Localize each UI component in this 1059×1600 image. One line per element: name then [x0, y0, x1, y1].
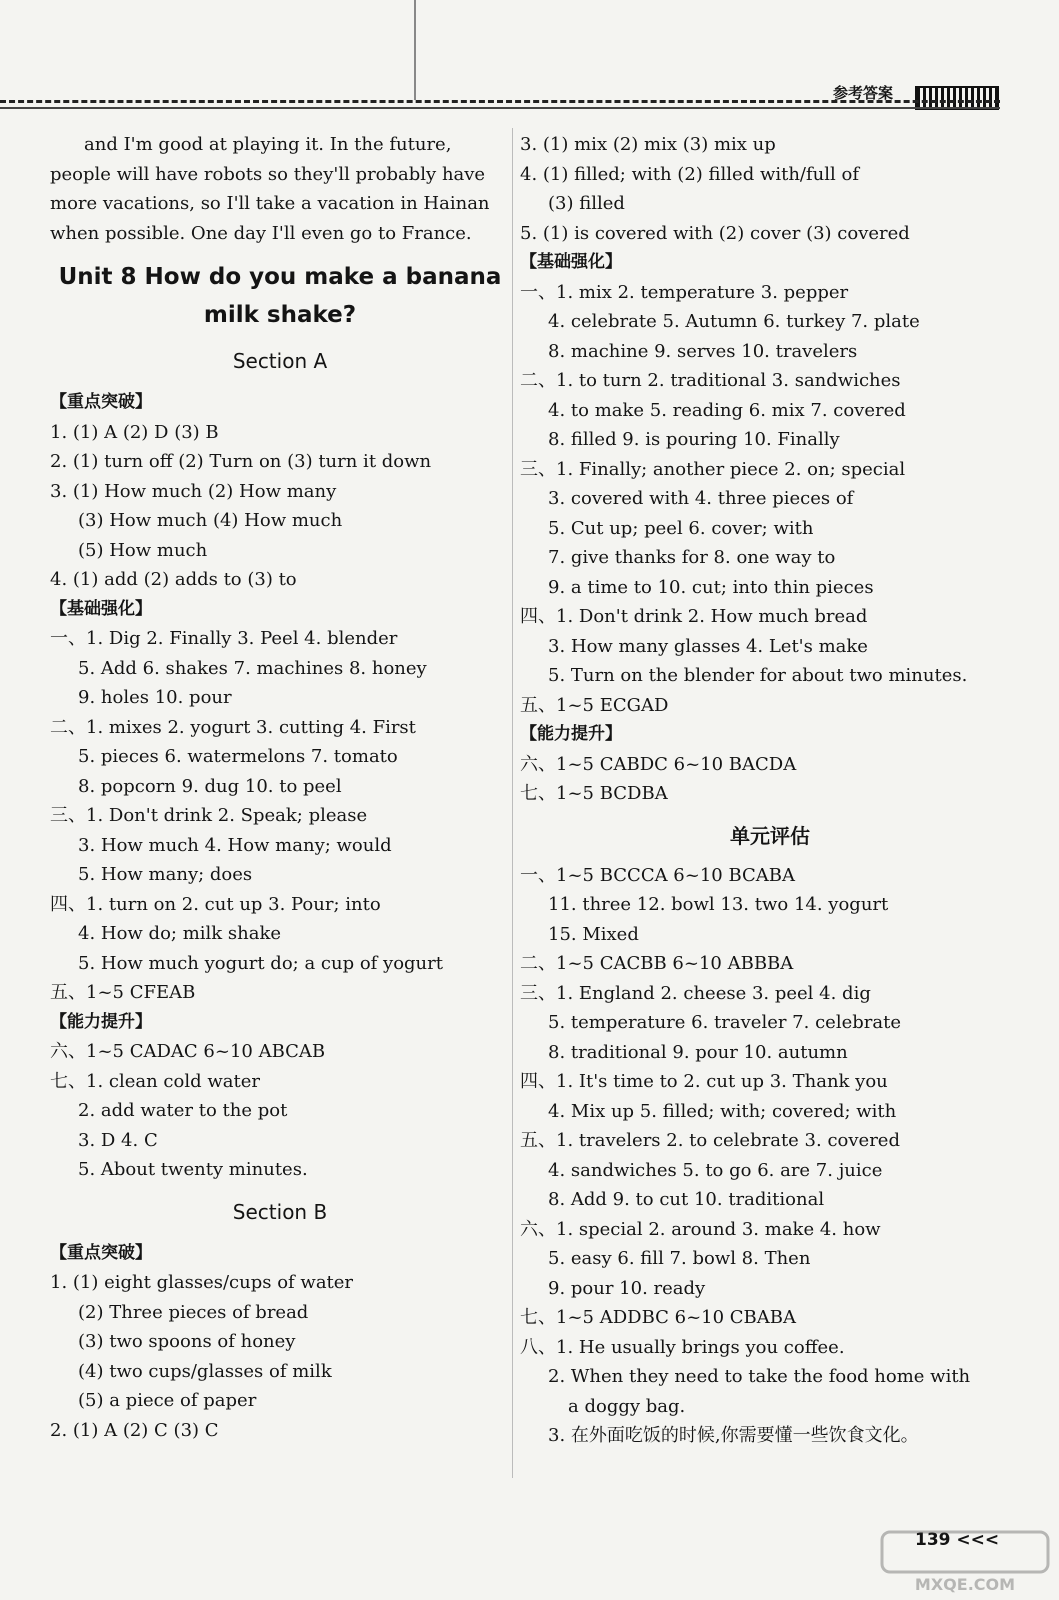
answer-line: 一、1. mix 2. temperature 3. pepper — [520, 281, 849, 303]
tag-zhongdian: 【重点突破】 — [50, 392, 152, 412]
answer-line: (5) a piece of paper — [78, 1390, 257, 1411]
answer-line: 六、1~5 CADAC 6~10 ABCAB — [50, 1041, 326, 1062]
answer-line: 2. When they need to take the food home with — [548, 1366, 971, 1387]
column-divider — [512, 128, 513, 1478]
answer-line: 5. easy 6. fill 7. bowl 8. Then — [548, 1248, 811, 1269]
answer-line: 5. How many; does — [78, 864, 253, 885]
answer-line: 四、1. Don't drink 2. How much bread — [520, 606, 868, 627]
answer-line: 2. add water to the pot — [78, 1100, 288, 1121]
answer-line: 3. D 4. C — [78, 1129, 158, 1151]
watermark-text: MXQE.COM — [914, 1575, 1016, 1594]
answer-line: 15. Mixed — [548, 923, 639, 945]
page-number-value: 139 — [915, 1530, 951, 1550]
answer-line: 四、1. It's time to 2. cut up 3. Thank you — [520, 1071, 888, 1092]
answer-line: 4. (1) filled; with (2) filled with/full of — [520, 163, 859, 185]
answer-line: 三、1. Don't drink 2. Speak; please — [50, 805, 368, 826]
answer-line: 1. (1) eight glasses/cups of water — [50, 1272, 354, 1293]
answer-line: 3. (1) mix (2) mix (3) mix up — [520, 134, 776, 155]
answer-line: 5. Cut up; peel 6. cover; with — [548, 517, 814, 539]
answer-line: 5. Turn on the blender for about two minutes. — [548, 665, 968, 686]
answer-line: (3) How much (4) How much — [78, 510, 343, 531]
header-rule-dashed — [0, 100, 1000, 103]
answer-line: 二、1~5 CACBB 6~10 ABBBA — [520, 953, 794, 974]
answer-line: 11. three 12. bowl 13. two 14. yogurt — [548, 894, 889, 915]
answer-line: (4) two cups/glasses of milk — [78, 1360, 332, 1382]
watermark-box — [882, 1532, 1048, 1572]
answer-line: 5. About twenty minutes. — [78, 1159, 308, 1180]
answer-line: 二、1. to turn 2. traditional 3. sandwiches — [520, 370, 901, 391]
answer-line: 4. celebrate 5. Autumn 6. turkey 7. plate — [548, 311, 920, 332]
page-arrows-icon: <<< — [956, 1530, 1000, 1550]
page-fold — [414, 0, 416, 100]
answer-line: 5. pieces 6. watermelons 7. tomato — [78, 746, 398, 767]
unit-title-line1: Unit 8 How do you make a banana — [58, 264, 502, 290]
answer-line: 8. traditional 9. pour 10. autumn — [548, 1041, 848, 1063]
intro-line: and I'm good at playing it. In the future, — [84, 134, 452, 155]
answer-line: 4. sandwiches 5. to go 6. are 7. juice — [548, 1159, 883, 1181]
answer-line: (3) filled — [548, 193, 625, 214]
answer-line: 5. temperature 6. traveler 7. celebrate — [548, 1012, 901, 1033]
unit-title-line2: milk shake? — [203, 302, 357, 328]
answer-line: 五、1~5 ECGAD — [520, 694, 669, 716]
tag-nengli: 【能力提升】 — [50, 1011, 152, 1032]
answer-line: 二、1. mixes 2. yogurt 3. cutting 4. First — [50, 716, 416, 738]
intro-line: people will have robots so they'll probably have — [50, 163, 486, 185]
answer-line: 5. Add 6. shakes 7. machines 8. honey — [78, 657, 427, 679]
intro-line: more vacations, so I'll take a vacation in Hainan — [50, 193, 490, 214]
answer-line: 七、1~5 BCDBA — [520, 783, 668, 804]
answer-line: 3. How much 4. How many; would — [78, 834, 392, 856]
answer-line: a doggy bag. — [568, 1395, 686, 1417]
answer-line: 三、1. England 2. cheese 3. peel 4. dig — [520, 982, 871, 1004]
answer-line: 3. (1) How much (2) How many — [50, 480, 337, 502]
answer-line: 5. How much yogurt do; a cup of yogurt — [78, 952, 443, 974]
answer-line: 4. Mix up 5. filled; with; covered; with — [548, 1100, 897, 1122]
answer-line: 六、1. special 2. around 3. make 4. how — [520, 1218, 881, 1240]
answer-line: 七、1. clean cold water — [50, 1070, 260, 1092]
answer-line: 8. machine 9. serves 10. travelers — [548, 340, 858, 362]
section-a-title: Section A — [232, 349, 328, 373]
answer-line: 3. How many glasses 4. Let's make — [548, 635, 868, 657]
answer-line: 五、1~5 CFEAB — [50, 982, 196, 1003]
answer-line: 2. (1) turn off (2) Turn on (3) turn it down — [50, 451, 432, 472]
answer-line: 一、1~5 BCCCA 6~10 BCABA — [520, 864, 796, 886]
answer-line: (2) Three pieces of bread — [78, 1301, 309, 1323]
answer-line: 8. popcorn 9. dug 10. to peel — [78, 775, 342, 797]
answer-line: 八、1. He usually brings you coffee. — [520, 1336, 845, 1358]
answer-line: 一、1. Dig 2. Finally 3. Peel 4. blender — [50, 628, 398, 649]
header-label: 参考答案 — [833, 84, 894, 102]
answer-line: 2. (1) A (2) C (3) C — [50, 1419, 219, 1441]
answer-line: 六、1~5 CABDC 6~10 BACDA — [520, 753, 797, 775]
answer-line: 9. pour 10. ready — [548, 1277, 706, 1299]
tag-zhongdian-b: 【重点突破】 — [50, 1242, 152, 1263]
answer-line: 3. 在外面吃饭的时候,你需要懂一些饮食文化。 — [548, 1425, 919, 1446]
answer-line: 五、1. travelers 2. to celebrate 3. covered — [520, 1130, 900, 1151]
answer-line: (3) two spoons of honey — [78, 1331, 296, 1352]
answer-line: 7. give thanks for 8. one way to — [548, 547, 836, 568]
right-column — [520, 130, 1020, 1451]
answer-line: 8. filled 9. is pouring 10. Finally — [548, 429, 840, 450]
answer-line: 3. covered with 4. three pieces of — [548, 488, 854, 509]
header-rule — [0, 107, 1000, 109]
answer-line: (5) How much — [78, 539, 208, 561]
unit-title — [50, 258, 510, 334]
answer-line: 三、1. Finally; another piece 2. on; special — [520, 458, 906, 480]
answer-line: 8. Add 9. to cut 10. traditional — [548, 1189, 825, 1210]
section-b-title: Section B — [232, 1199, 328, 1224]
answer-line: 9. a time to 10. cut; into thin pieces — [548, 576, 874, 598]
tag-jichu: 【基础强化】 — [50, 598, 152, 619]
answer-line: 5. (1) is covered with (2) cover (3) covered — [520, 222, 910, 244]
left-column — [50, 130, 510, 1445]
watermark-logo — [880, 1530, 1050, 1595]
intro-line: when possible. One day I'll even go to France. — [50, 222, 472, 244]
answer-line: 七、1~5 ADDBC 6~10 CBABA — [520, 1307, 797, 1328]
answer-line: 4. (1) add (2) adds to (3) to — [50, 569, 297, 590]
unit-evaluation-title: 单元评估 — [730, 823, 810, 848]
answer-line: 4. to make 5. reading 6. mix 7. covered — [548, 399, 906, 421]
tag-jichu: 【基础强化】 — [520, 252, 622, 272]
answer-line: 1. (1) A (2) D (3) B — [50, 421, 219, 443]
answer-line: 9. holes 10. pour — [78, 687, 232, 708]
tag-nengli: 【能力提升】 — [520, 724, 622, 744]
answer-line: 4. How do; milk shake — [78, 923, 282, 944]
answer-line: 四、1. turn on 2. cut up 3. Pour; into — [50, 893, 381, 915]
